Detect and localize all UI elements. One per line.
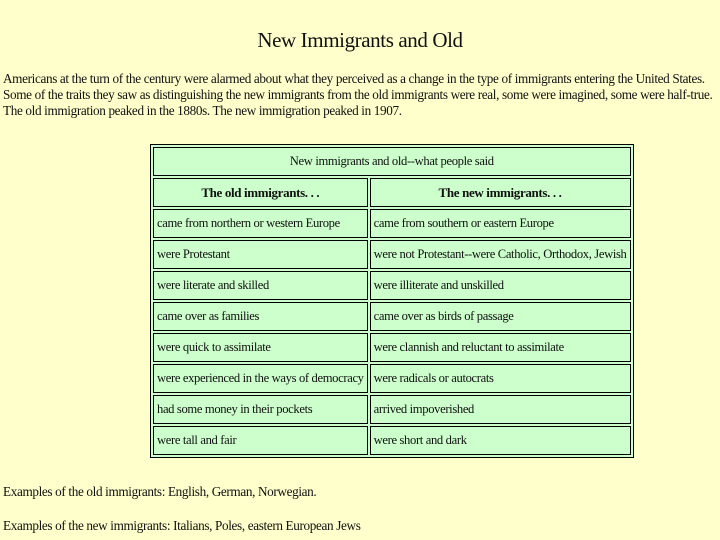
new-trait-cell: were not Protestant--were Catholic, Orthodox, Jewish [370, 240, 631, 269]
intro-paragraph: Americans at the turn of the century were alarmed about what they perceived as a change in the type of immigrants entering the United States. Some of the traits they saw as distinguishing the new immigrants from the old immigrants were real, some were imagined, some were half-true. The old immigration peaked in the 1880s. The new immigration peaked in 1907. [3, 71, 713, 118]
header-new-immigrants: The new immigrants. . . [370, 178, 631, 207]
old-trait-cell: were tall and fair [153, 426, 368, 455]
table-caption-row [153, 147, 631, 176]
table-row [153, 209, 631, 238]
new-trait-cell: were radicals or autocrats [370, 364, 631, 393]
old-trait-cell: were literate and skilled [153, 271, 368, 300]
comparison-table [150, 144, 634, 458]
table-caption: New immigrants and old--what people said [153, 147, 631, 176]
header-old-immigrants: The old immigrants. . . [153, 178, 368, 207]
new-trait-cell: came over as birds of passage [370, 302, 631, 331]
old-trait-cell: came over as families [153, 302, 368, 331]
table-row [153, 240, 631, 269]
table-row [153, 364, 631, 393]
old-immigrants-examples: Examples of the old immigrants: English, German, Norwegian. [3, 484, 317, 499]
table-row [153, 333, 631, 362]
table-row [153, 395, 631, 424]
table-header-row [153, 178, 631, 207]
table-row [153, 426, 631, 455]
new-immigrants-examples: Examples of the new immigrants: Italians, Poles, eastern European Jews [3, 518, 361, 533]
new-trait-cell: were clannish and reluctant to assimilate [370, 333, 631, 362]
old-trait-cell: were quick to assimilate [153, 333, 368, 362]
new-trait-cell: were short and dark [370, 426, 631, 455]
new-trait-cell: came from southern or eastern Europe [370, 209, 631, 238]
page-title: New Immigrants and Old [257, 28, 463, 52]
new-trait-cell: were illiterate and unskilled [370, 271, 631, 300]
new-trait-cell: arrived impoverished [370, 395, 631, 424]
table-row [153, 271, 631, 300]
old-trait-cell: came from northern or western Europe [153, 209, 368, 238]
old-trait-cell: were Protestant [153, 240, 368, 269]
old-trait-cell: had some money in their pockets [153, 395, 368, 424]
old-trait-cell: were experienced in the ways of democracy [153, 364, 368, 393]
table-row [153, 302, 631, 331]
